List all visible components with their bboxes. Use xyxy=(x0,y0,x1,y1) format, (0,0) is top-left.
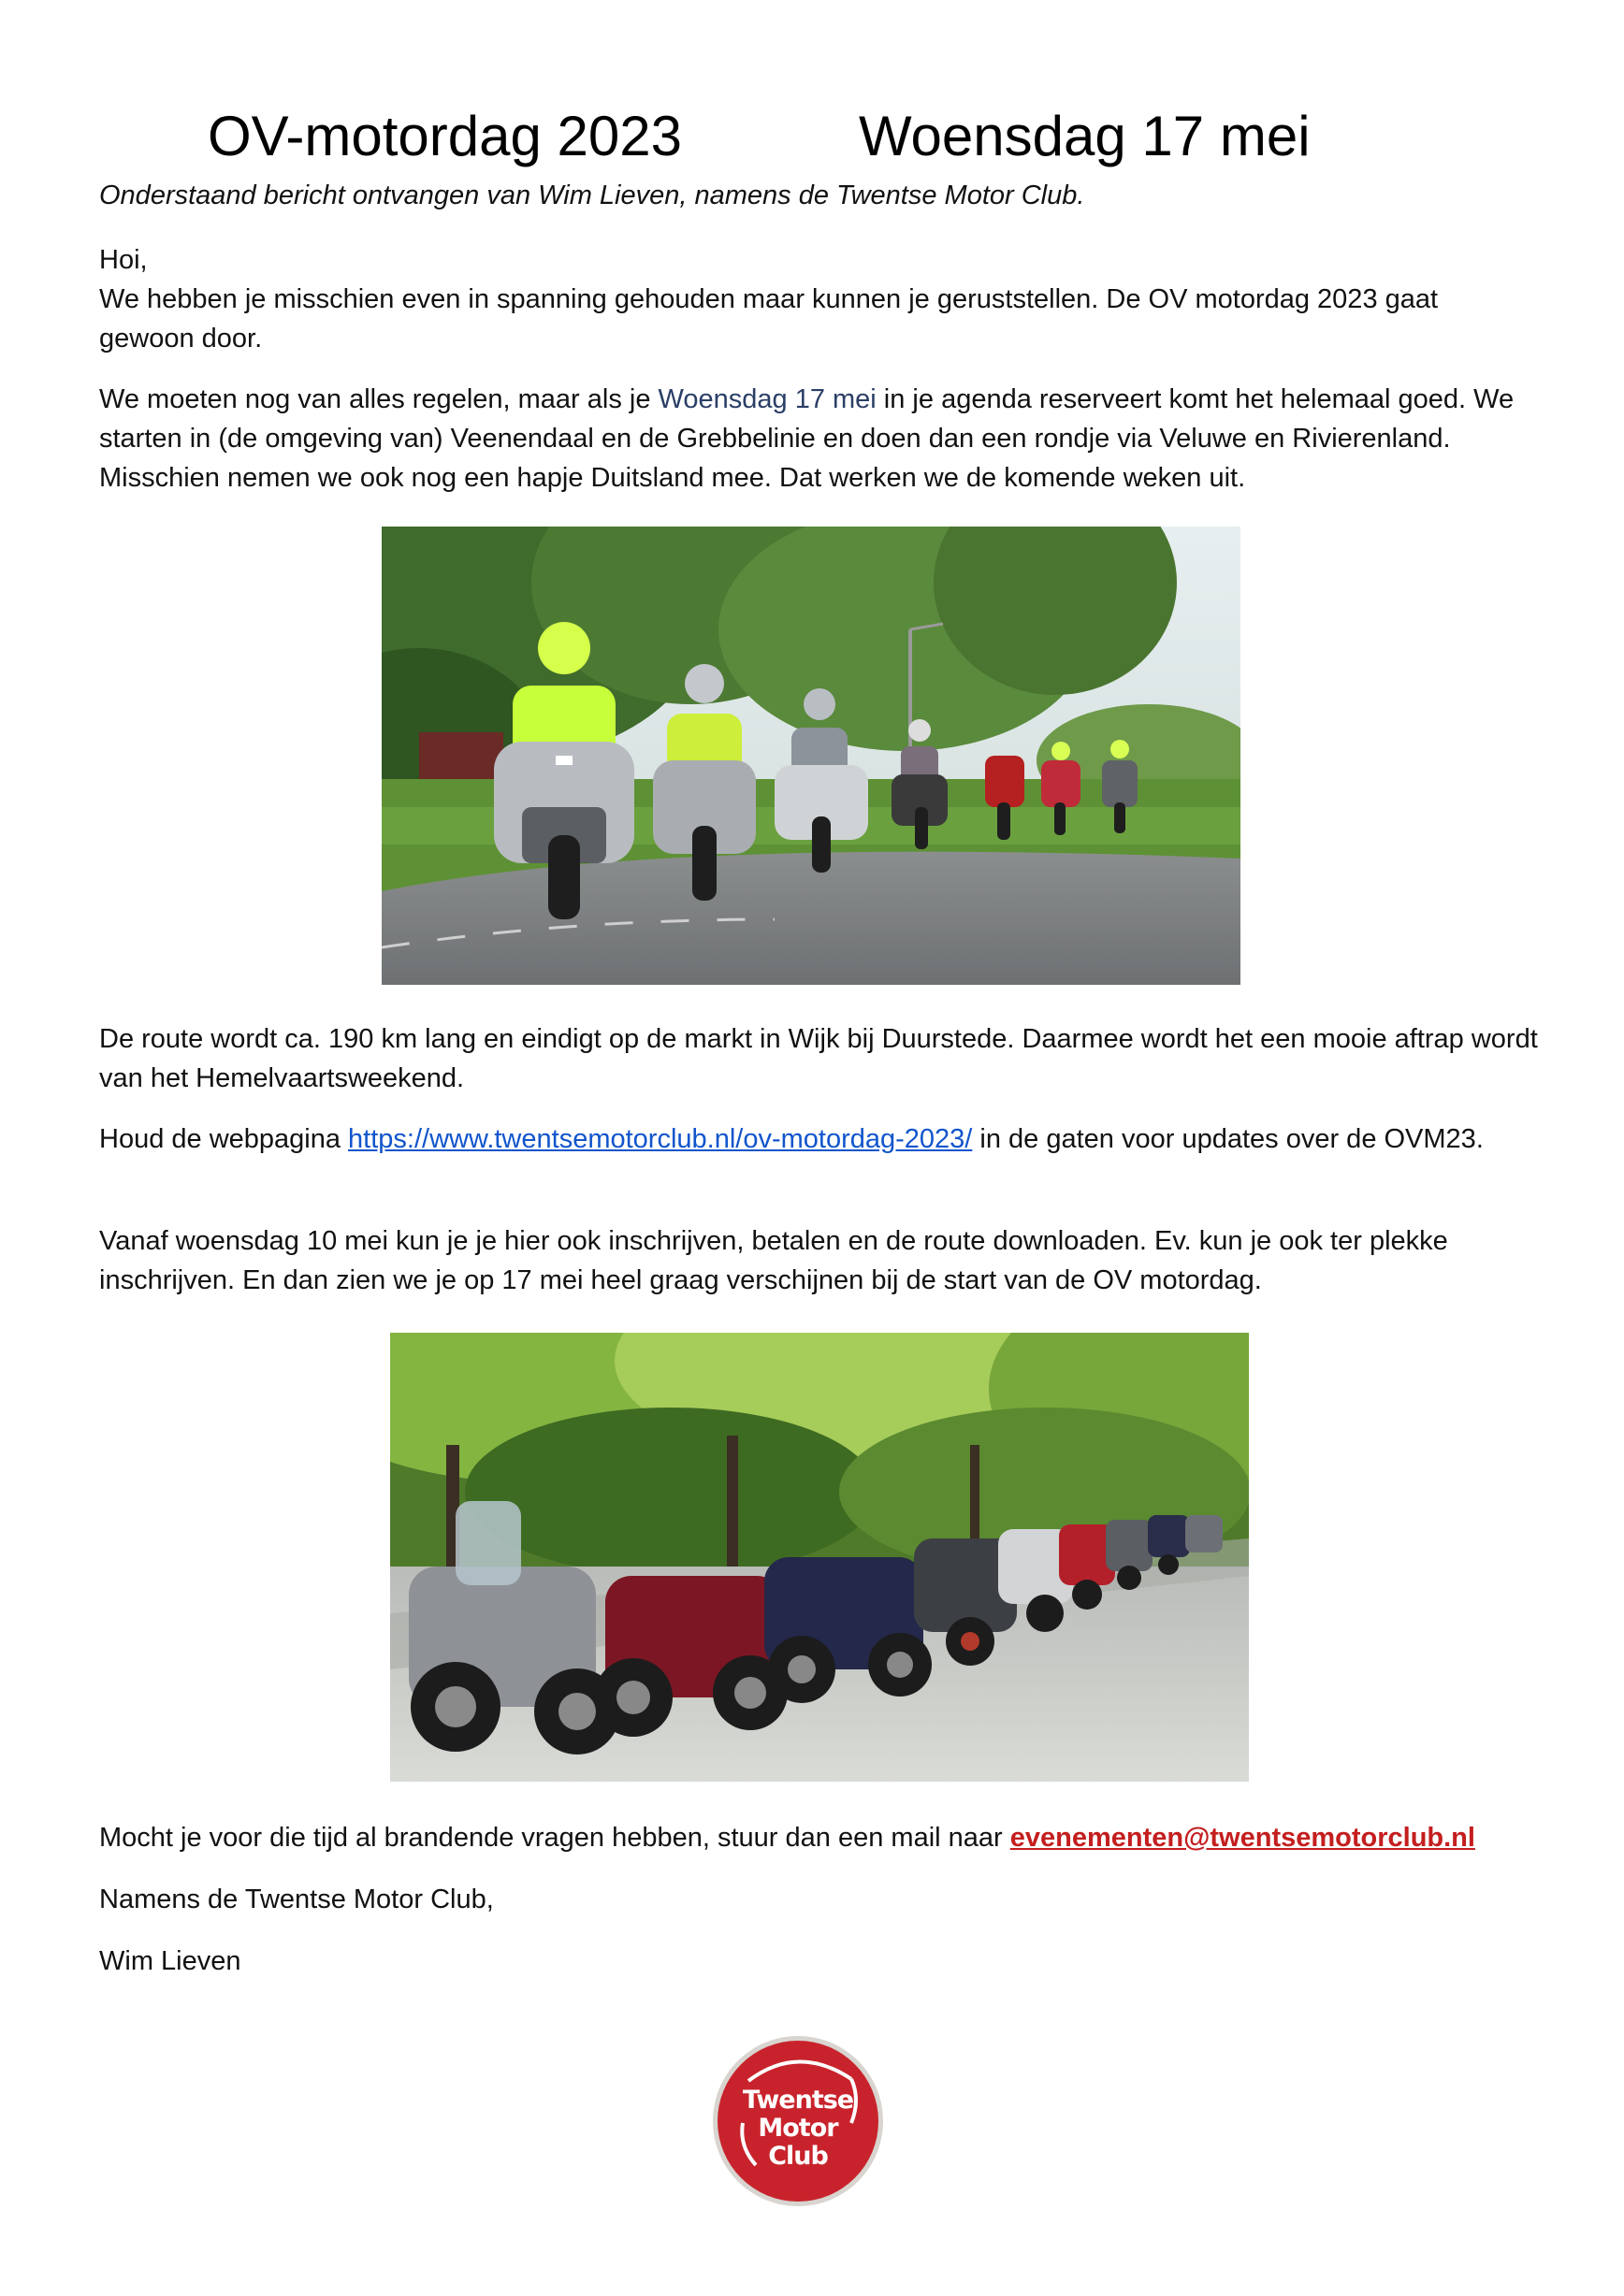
logo-line-1: Twentse xyxy=(742,2086,854,2115)
paragraph-4 xyxy=(99,1119,1540,1159)
paragraph-3: De route wordt ca. 190 km lang en eindigt op de markt in Wijk bij Duurstede. Daarmee wordt het een mooie aftrap wordt van het Hemelvaartsweekend. xyxy=(99,1024,1538,1093)
paragraph-4-end: in de gaten voor updates over de OVM23. xyxy=(972,1124,1484,1154)
paragraph-2 xyxy=(99,380,1540,498)
parked-motorcycles-photo xyxy=(390,1333,1249,1782)
signature: Wim Lieven xyxy=(99,1946,241,1976)
twentse-motor-club-logo xyxy=(711,2034,885,2208)
paragraph-6-start: Mocht je voor die tijd al brandende vragen hebben, stuur dan een mail naar xyxy=(99,1823,1010,1853)
highlighted-date: Woensdag 17 mei xyxy=(658,384,877,414)
motorcycle-group-riding-photo xyxy=(382,527,1240,985)
paragraph-6 xyxy=(99,1818,1540,1857)
webpage-link[interactable]: https://www.twentsemotorclub.nl/ov-motordag-2023/ xyxy=(348,1124,973,1154)
paragraph-2-start: We moeten nog van alles regelen, maar als je xyxy=(99,384,659,414)
paragraph-4-start: Houd de webpagina xyxy=(99,1124,349,1154)
greeting: Hoi, xyxy=(99,245,148,275)
logo-line-2: Motor xyxy=(758,2114,838,2143)
email-link[interactable]: evenementen@twentsemotorclub.nl xyxy=(1009,1823,1475,1853)
intro-line: Onderstaand bericht ontvangen van Wim Lieven, namens de Twentse Motor Club. xyxy=(99,181,1085,210)
paragraph-1: We hebben je misschien even in spanning gehouden maar kunnen je geruststellen. De OV motordag 2023 gaat gewoon door. xyxy=(99,284,1439,354)
title-date: Woensdag 17 mei xyxy=(859,105,1311,167)
logo-line-3: Club xyxy=(768,2142,828,2171)
paragraph-5: Vanaf woensdag 10 mei kun je je hier ook inschrijven, betalen en de route downloaden. Ev. kun je ook ter plekke inschrijven. En dan zien we je op 17 mei heel graag verschijnen bij de start van de OV motordag. xyxy=(99,1226,1448,1295)
paragraph-2-end: in je agenda reserveert komt het helemaal goed. We starten in (de omgeving van) Veenendaal en de Grebbelinie en doen dan een rondje via Veluwe en Rivierenland. Misschien nemen we ook nog een hapje Duitsland mee. Dat werken we de komende weken uit. xyxy=(99,384,1515,493)
closing-line: Namens de Twentse Motor Club, xyxy=(99,1884,494,1914)
title-event: OV-motordag 2023 xyxy=(208,105,682,167)
logo-text xyxy=(711,2034,885,2208)
